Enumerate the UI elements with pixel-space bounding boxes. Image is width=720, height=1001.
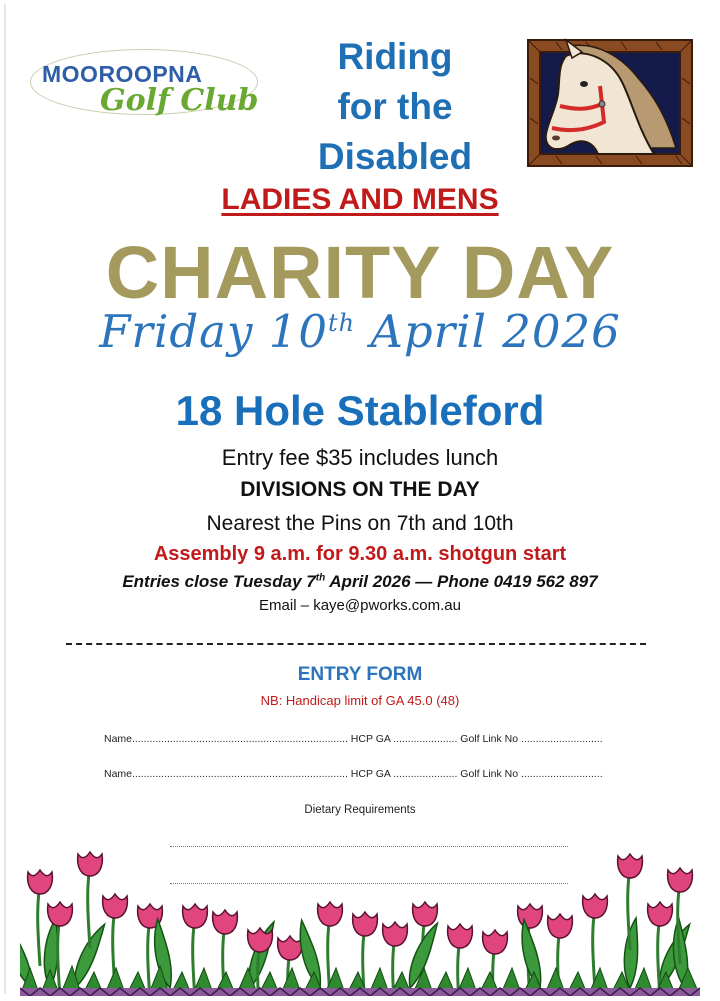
- heading-block: [290, 32, 500, 182]
- date-suffix: th: [327, 309, 356, 337]
- subheading-text: LADIES AND MENS: [221, 183, 499, 216]
- logo-subtitle: Golf Club: [100, 83, 259, 118]
- entry-fee: Entry fee $35 includes lunch: [221, 445, 499, 470]
- event-date: [0, 305, 720, 358]
- contact-email: Email – kaye@pworks.com.au: [259, 597, 461, 614]
- entry-row-2[interactable]: Name.......................................................................... HCP GA ...................... Golf Link No ............................: [104, 768, 603, 780]
- entries-close-suffix: th: [315, 572, 326, 584]
- divisions: DIVISIONS ON THE DAY: [240, 478, 480, 501]
- entry-row-1[interactable]: Name.......................................................................... HCP GA ...................... Golf Link No ............................: [104, 733, 603, 745]
- entry-form-title: ENTRY FORM: [297, 664, 423, 685]
- date-rest: April 2026: [355, 305, 621, 358]
- heading-line-1: Riding: [337, 36, 453, 77]
- dietary-label: Dietary Requirements: [304, 804, 416, 816]
- date-day: Friday 10: [99, 305, 328, 358]
- tulip-border-icon: [20, 848, 700, 996]
- horse-head-picture-icon: [526, 38, 694, 168]
- format-title: 18 Hole Stableford: [175, 387, 545, 434]
- heading-line-3: Disabled: [317, 136, 473, 177]
- heading-line-2: for the: [337, 86, 453, 127]
- club-logo: [30, 45, 262, 135]
- subheading: [0, 183, 720, 217]
- entries-close: [0, 572, 720, 592]
- dietary-line-1[interactable]: [170, 846, 568, 847]
- entries-close-pre: Entries close Tuesday 7: [122, 572, 316, 591]
- assembly-time: Assembly 9 a.m. for 9.30 a.m. shotgun start: [153, 543, 567, 565]
- event-title: CHARITY DAY: [105, 231, 615, 314]
- logo-name: MOOROOPNA: [42, 61, 203, 87]
- entries-close-post: April 2026 — Phone 0419 562 897: [325, 572, 598, 591]
- nearest-pins: Nearest the Pins on 7th and 10th: [206, 512, 514, 535]
- cut-line-divider: [66, 643, 646, 645]
- handicap-note: NB: Handicap limit of GA 45.0 (48): [260, 693, 460, 708]
